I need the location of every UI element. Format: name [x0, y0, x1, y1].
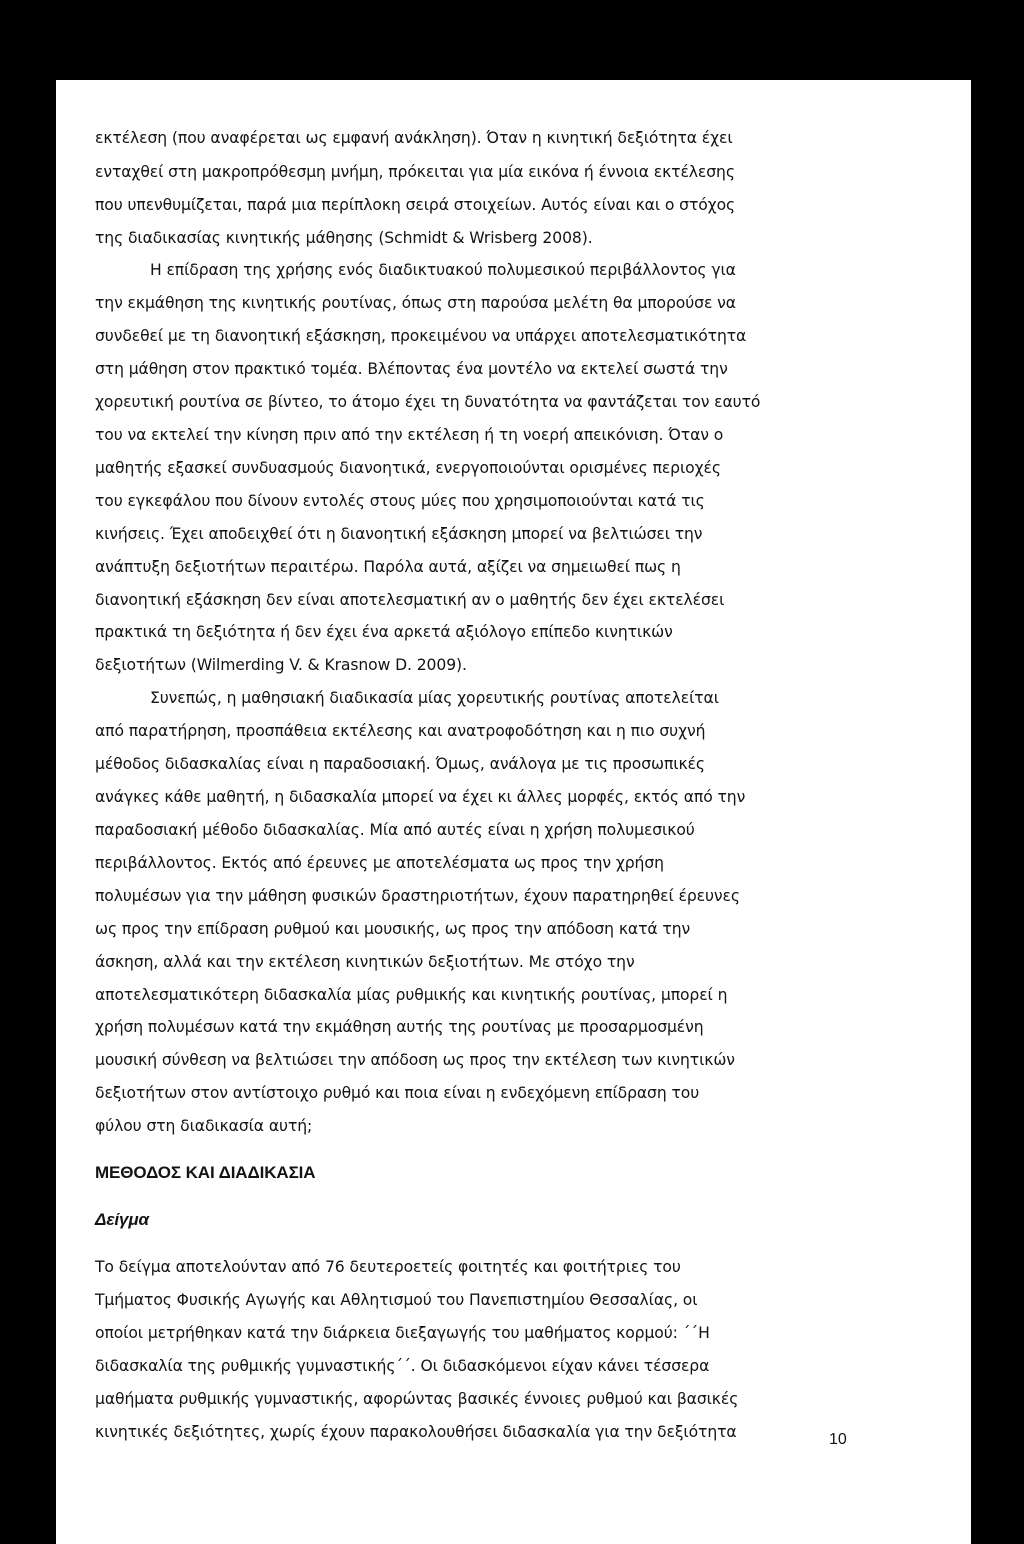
text-line: Η επίδραση της χρήσης ενός διαδικτυακού πολυμεσικού περιβάλλοντος για [150, 261, 736, 279]
text-line: από παρατήρηση, προσπάθεια εκτέλεσης και ανατροφοδότηση και η πιο συχνή [95, 722, 706, 740]
text-line: άσκηση, αλλά και την εκτέλεση κινητικών δεξιοτήτων. Με στόχο την [95, 953, 635, 971]
text-line: ανάπτυξη δεξιοτήτων περαιτέρω. Παρόλα αυτά, αξίζει να σημειωθεί πως η [95, 558, 681, 576]
text-line: του να εκτελεί την κίνηση πριν από την εκτέλεση ή τη νοερή απεικόνιση. Όταν ο [95, 426, 724, 444]
text-line: Τμήματος Φυσικής Αγωγής και Αθλητισμού του Πανεπιστημίου Θεσσαλίας, οι [95, 1291, 698, 1309]
text-line: της διαδικασίας κινητικής μάθησης (Schmidt & Wrisberg 2008). [95, 229, 593, 247]
text-line: παραδοσιακή μέθοδο διδασκαλίας. Μία από αυτές είναι η χρήση πολυμεσικού [95, 821, 695, 839]
text-line: του εγκεφάλου που δίνουν εντολές στους μύες που χρησιμοποιούνται κατά τις [95, 492, 705, 510]
text-line: δεξιοτήτων στον αντίστοιχο ρυθμό και ποια είναι η ενδεχόμενη επίδραση του [95, 1084, 700, 1102]
text-line: πρακτικά τη δεξιότητα ή δεν έχει ένα αρκετά αξιόλογο επίπεδο κινητικών [95, 623, 673, 641]
subsection-heading: Δείγμα [95, 1210, 149, 1229]
text-line: διδασκαλία της ρυθμικής γυμναστικής΄΄. Οι διδασκόμενοι είχαν κάνει τέσσερα [95, 1357, 710, 1375]
text-line: φύλου στη διαδικασία αυτή; [95, 1117, 313, 1135]
section-heading: ΜΕΘΟΔΟΣ ΚΑΙ ΔΙΑΔΙΚΑΣΙΑ [95, 1163, 316, 1182]
text-line: εκτέλεση (που αναφέρεται ως εμφανή ανάκληση). Όταν η κινητική δεξιότητα έχει [95, 129, 733, 147]
text-line: ανάγκες κάθε μαθητή, η διδασκαλία μπορεί να έχει κι άλλες μορφές, εκτός από την [95, 788, 746, 806]
text-line: μέθοδος διδασκαλίας είναι η παραδοσιακή. Όμως, ανάλογα με τις προσωπικές [95, 755, 705, 773]
text-line: πολυμέσων για την μάθηση φυσικών δραστηριοτήτων, έχουν παρατηρηθεί έρευνες [95, 887, 740, 905]
text-line: Συνεπώς, η μαθησιακή διαδικασία μίας χορευτικής ρουτίνας αποτελείται [150, 689, 719, 707]
page-number: 10 [829, 1431, 847, 1448]
text-line: ενταχθεί στη μακροπρόθεσμη μνήμη, πρόκειται για μία εικόνα ή έννοια εκτέλεσης [95, 163, 735, 181]
text-line: χρήση πολυμέσων κατά την εκμάθηση αυτής της ρουτίνας με προσαρμοσμένη [95, 1018, 704, 1036]
text-line: που υπενθυμίζεται, παρά μια περίπλοκη σειρά στοιχείων. Αυτός είναι και ο στόχος [95, 196, 736, 214]
text-line: μουσική σύνθεση να βελτιώσει την απόδοση ως προς την εκτέλεση των κινητικών [95, 1051, 735, 1069]
text-line: συνδεθεί με τη διανοητική εξάσκηση, προκειμένου να υπάρχει αποτελεσματικότητα [95, 327, 747, 345]
text-line: στη μάθηση στον πρακτικό τομέα. Βλέποντας ένα μοντέλο να εκτελεί σωστά την [95, 360, 728, 378]
text-line: μαθήματα ρυθμικής γυμναστικής, αφορώντας βασικές έννοιες ρυθμού και βασικές [95, 1390, 739, 1408]
text-line: περιβάλλοντος. Εκτός από έρευνες με αποτελέσματα ως προς την χρήση [95, 854, 664, 872]
text-line: Το δείγμα αποτελούνταν από 76 δευτεροετείς φοιτητές και φοιτήτριες του [95, 1258, 681, 1276]
text-line: κινητικές δεξιότητες, χωρίς έχουν παρακολουθήσει διδασκαλία για την δεξιότητα [95, 1423, 737, 1441]
text-line: την εκμάθηση της κινητικής ρουτίνας, όπως στη παρούσα μελέτη θα μπορούσε να [95, 294, 736, 312]
text-line: μαθητής εξασκεί συνδυασμούς διανοητικά, ενεργοποιούνται ορισμένες περιοχές [95, 459, 721, 477]
text-line: χορευτική ρουτίνα σε βίντεο, το άτομο έχει τη δυνατότητα να φαντάζεται τον εαυτό [95, 393, 761, 411]
text-line: αποτελεσματικότερη διδασκαλία μίας ρυθμικής και κινητικής ρουτίνας, μπορεί η [95, 986, 728, 1004]
document-page [56, 80, 971, 1544]
text-line: ως προς την επίδραση ρυθμού και μουσικής, ως προς την απόδοση κατά την [95, 920, 691, 938]
text-line: δεξιοτήτων (Wilmerding V. & Krasnow D. 2009). [95, 656, 467, 674]
text-line: διανοητική εξάσκηση δεν είναι αποτελεσματική αν ο μαθητής δεν έχει εκτελέσει [95, 591, 725, 609]
text-line: κινήσεις. Έχει αποδειχθεί ότι η διανοητική εξάσκηση μπορεί να βελτιώσει την [95, 525, 703, 543]
text-line: οποίοι μετρήθηκαν κατά την διάρκεια διεξαγωγής του μαθήματος κορμού: ΄΄Η [95, 1324, 710, 1342]
